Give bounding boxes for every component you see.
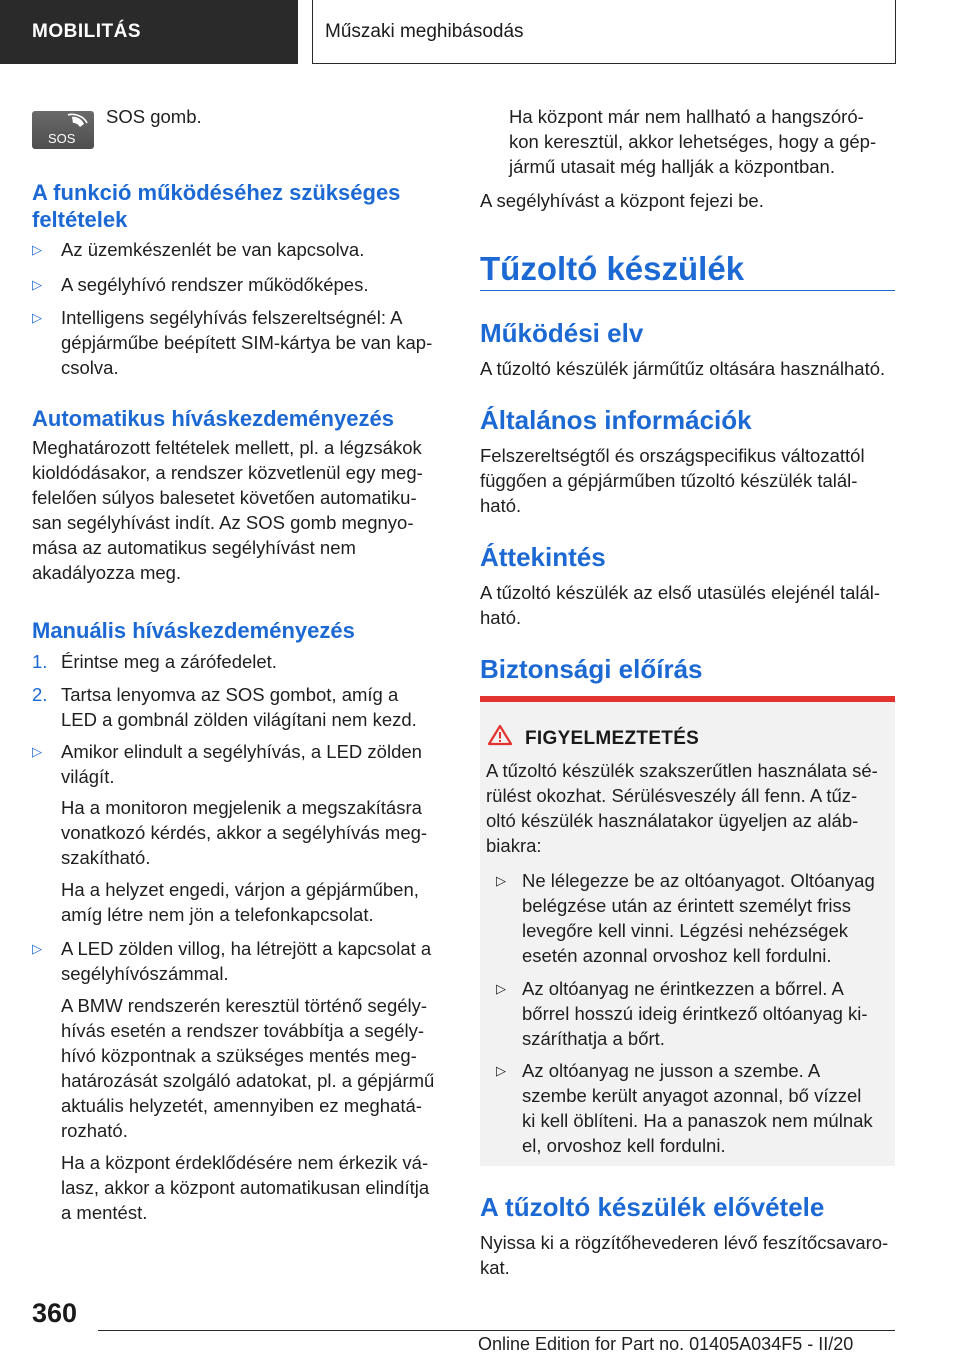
triangle-bullet-icon: ▷ bbox=[496, 873, 506, 888]
section-tab bbox=[0, 0, 298, 64]
list-item-text: Az üzemkészenlét be van kapcsolva. bbox=[61, 239, 365, 260]
heading-principle: Működési elv bbox=[480, 318, 644, 348]
paragraph-line: Ha központ már nem hallható a hangszóró- bbox=[509, 106, 864, 127]
sos-caption: SOS gomb. bbox=[106, 106, 202, 127]
paragraph-line: A tűzoltó készülék az első utasülés elejénél talál- bbox=[480, 582, 881, 603]
triangle-bullet-icon: ▷ bbox=[32, 941, 42, 956]
list-item-text: aktuális helyzetét, amennyiben ez meghatá- bbox=[61, 1095, 422, 1116]
list-item-text: szakítható. bbox=[61, 847, 151, 868]
paragraph-line: mása az automatikus segélyhívást nem bbox=[32, 537, 356, 558]
list-item-text: gépjárműbe beépített SIM-kártya be van kap- bbox=[61, 332, 433, 353]
list-item-text: Amikor elindult a segélyhívás, a LED zölden bbox=[61, 741, 422, 762]
list-item-text: vonatkozó kérdés, akkor a segélyhívás meg- bbox=[61, 822, 428, 843]
list-item-text: amíg létre nem jön a telefonkapcsolat. bbox=[61, 904, 374, 925]
paragraph-line: akadályozza meg. bbox=[32, 562, 182, 583]
phone-icon bbox=[32, 111, 94, 149]
paragraph-line: jármű utasait még hallják a központban. bbox=[509, 156, 835, 177]
chapter-tab bbox=[312, 0, 896, 64]
warning-text-line: A tűzoltó készülék szakszerűtlen használata sé- bbox=[486, 760, 878, 781]
list-item-text: szembe került anyagot azonnal, bő vízzel bbox=[522, 1085, 862, 1106]
triangle-bullet-icon: ▷ bbox=[32, 744, 42, 759]
list-item-text: LED a gombnál zölden világítani nem kezd. bbox=[61, 709, 417, 730]
edition-text: Online Edition for Part no. 01405A034F5 - II/20 bbox=[478, 1334, 854, 1354]
warning-text-line: oltó készülék használatakor ügyeljen az aláb- bbox=[486, 810, 859, 831]
list-item-text: Ha a monitoron megjelenik a megszakításra bbox=[61, 797, 422, 818]
heading-conditions-line2: feltételek bbox=[32, 207, 128, 232]
list-item-text: A LED zölden villog, ha létrejött a kapcsolat a bbox=[61, 938, 432, 959]
list-item-text: segélyhívószámmal. bbox=[61, 963, 229, 984]
step-number: 1. bbox=[32, 651, 48, 672]
triangle-bullet-icon: ▷ bbox=[496, 1063, 506, 1078]
heading-safety: Biztonsági előírás bbox=[480, 654, 703, 684]
list-item-text: Tartsa lenyomva az SOS gombot, amíg a bbox=[61, 684, 399, 705]
triangle-bullet-icon: ▷ bbox=[32, 277, 42, 292]
list-item-text: rozható. bbox=[61, 1120, 128, 1141]
list-item-text: világít. bbox=[61, 766, 115, 787]
footer-divider bbox=[98, 1330, 895, 1331]
list-item-text: Intelligens segélyhívás felszereltségnél: A bbox=[61, 307, 403, 328]
heading-automatic-call: Automatikus híváskezdeményezés bbox=[32, 406, 394, 431]
paragraph-line: kat. bbox=[480, 1257, 510, 1278]
list-item-text: hívó központnak a szükséges mentés meg- bbox=[61, 1045, 417, 1066]
heading-overview: Áttekintés bbox=[480, 542, 606, 572]
paragraph-line: Meghatározott feltételek mellett, pl. a légzsákok bbox=[32, 437, 422, 458]
sos-icon-label: SOS bbox=[48, 131, 76, 146]
list-item-text: belégzése után az érintett személyt friss bbox=[522, 895, 852, 916]
list-item-text: Érintse meg a zárófedelet. bbox=[61, 651, 277, 672]
list-item-text: Az oltóanyag ne érintkezzen a bőrrel. A bbox=[522, 978, 844, 999]
list-item-text: ki kell öblíteni. Ha a panaszok nem múlnak bbox=[522, 1110, 873, 1131]
warning-triangle-icon bbox=[487, 724, 513, 746]
list-item-text: száríthatja a bőrt. bbox=[522, 1028, 665, 1049]
chapter-title: Műszaki meghibásodás bbox=[325, 20, 524, 42]
list-item-text: el, orvoshoz kell fordulni. bbox=[522, 1135, 726, 1156]
sos-button-icon bbox=[32, 111, 94, 149]
heading-fire-extinguisher: Tűzoltó készülék bbox=[480, 250, 745, 287]
list-item-text: Ha a helyzet engedi, várjon a gépjárműben, bbox=[61, 879, 419, 900]
list-item-text: esetén azonnal orvoshoz kell fordulni. bbox=[522, 945, 832, 966]
list-item-text: A segélyhívó rendszer működőképes. bbox=[61, 274, 369, 295]
paragraph-line: kioldódásakor, a rendszer közvetlenül egy meg- bbox=[32, 462, 423, 483]
heading-manual-call: Manuális híváskezdeményezés bbox=[32, 618, 355, 643]
paragraph-line: Felszereltségtől és országspecifikus változattól bbox=[480, 445, 865, 466]
triangle-bullet-icon: ▷ bbox=[496, 981, 506, 996]
heading-underline bbox=[480, 290, 895, 291]
paragraph-line: függően a gépjárműben tűzoltó készülék talál- bbox=[480, 470, 858, 491]
list-item-text: A BMW rendszerén keresztül történő segély- bbox=[61, 995, 428, 1016]
triangle-bullet-icon: ▷ bbox=[32, 242, 42, 257]
list-item-text: Ne lélegezze be az oltóanyagot. Oltóanyag bbox=[522, 870, 875, 891]
section-title: MOBILITÁS bbox=[32, 21, 141, 42]
warning-text-line: rülést okozhat. Sérülésveszély áll fenn. A tűz- bbox=[486, 785, 858, 806]
list-item-text: hívás esetén a rendszer továbbítja a segély- bbox=[61, 1020, 425, 1041]
heading-general-info: Általános információk bbox=[480, 405, 752, 435]
paragraph-line: Nyissa ki a rögzítőhevederen lévő feszítőcsavaro- bbox=[480, 1232, 889, 1253]
call-end-text: A segélyhívást a központ fejezi be. bbox=[480, 190, 764, 211]
page-number: 360 bbox=[32, 1298, 78, 1328]
warning-text-line: biakra: bbox=[486, 835, 542, 856]
paragraph-line: ható. bbox=[480, 607, 522, 628]
list-item-text: bőrrel hosszú ideig érintkező oltóanyag ki- bbox=[522, 1003, 868, 1024]
list-item-text: határozását szolgáló adatokat, pl. a gépjármű bbox=[61, 1070, 435, 1091]
list-item-text: lasz, akkor a központ automatikusan elindítja bbox=[61, 1177, 430, 1198]
list-item-text: csolva. bbox=[61, 357, 119, 378]
principle-text: A tűzoltó készülék járműtűz oltására használható. bbox=[480, 358, 886, 379]
warning-title: FIGYELMEZTETÉS bbox=[525, 728, 700, 749]
list-item-text: Ha a központ érdeklődésére nem érkezik vá- bbox=[61, 1152, 429, 1173]
paragraph-line: felelően súlyos balesetet követően automatiku- bbox=[32, 487, 417, 508]
paragraph-line: san segélyhívást indít. Az SOS gomb megnyo- bbox=[32, 512, 414, 533]
step-number: 2. bbox=[32, 684, 48, 705]
list-item-text: Az oltóanyag ne jusson a szembe. A bbox=[522, 1060, 821, 1081]
paragraph-line: kon keresztül, akkor lehetséges, hogy a gép- bbox=[509, 131, 877, 152]
list-item-text: a mentést. bbox=[61, 1202, 148, 1223]
list-item-text: levegőre kell vinni. Légzési nehézségek bbox=[522, 920, 849, 941]
paragraph-line: ható. bbox=[480, 495, 522, 516]
heading-conditions-line1: A funkció működéséhez szükséges bbox=[32, 180, 401, 205]
triangle-bullet-icon: ▷ bbox=[32, 310, 42, 325]
heading-removal: A tűzoltó készülék elővétele bbox=[480, 1192, 825, 1222]
warning-box bbox=[480, 696, 895, 1166]
